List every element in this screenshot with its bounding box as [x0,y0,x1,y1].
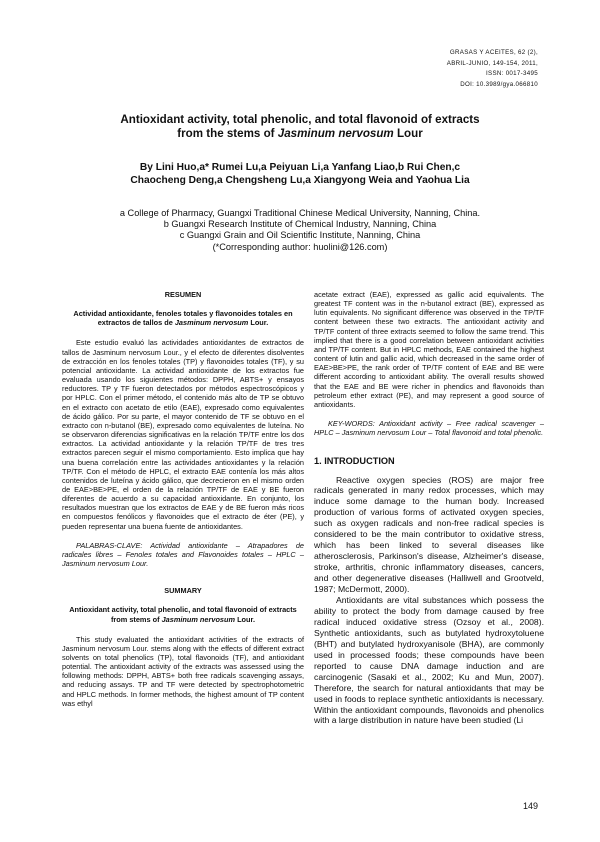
title-line-1: Antioxidant activity, total phenolic, and total flavonoid of extracts [120,113,480,126]
page-number: 149 [522,801,538,811]
summary-heading: SUMMARY [164,586,202,596]
journal-citation [447,48,538,90]
left-column [62,290,304,708]
authors-line-2: Chaocheng Deng,a Chengsheng Lu,a Xiangyong Weia and Yaohua Lia [130,175,470,186]
journal-issue: ABRIL-JUNIO, 149-154, 2011, [446,59,538,67]
introduction-paragraph-2: Antioxidants are vital substances which possess the ability to protect the body from damage caused by free radical induced oxidative stress (Ozsoy et al., 2008). Synthetic antioxidants, such as butylated hydroxytoluene (BHT) and butylated hydroxyanisole (BHA), are commonly used in processed foods; these compounds have been reported to cause DNA damage induction and are carcinogenic (Sasaki et al., 2002; Ku and Mun, 2007). Therefore, the search for natural antioxidants that may be used in foods to replace synthetic antioxidants is necessary. Within the antioxidant compounds, flavonoids and phenolics with a large distribution in nature have been studied (Li [314,594,544,726]
summary-subtitle [62,605,304,623]
summary-subtitle-text: Antioxidant activity, total phenolic, and total flavonoid of extracts from stems of [69,605,297,624]
summary-body-right: acetate extract (EAE), expressed as gallic acid equivalents. The greatest TF content was in the n-butanol extract (BE), expressed as lutin equivalents. No significant difference was observed in the TP/TF content between these two extracts. The antioxidant activity and TP/TF content of three extracts seemed to follow the same trend. This implied that there is a good correlation between antioxidant activities and TP/TF content. But in HPLC methods, EAE contained the highest content of lutin and gallic acid, which decreased in the same order of EAE>BE>PE, the rank order of TP/TF content of EAE and BE were different according to antioxidant ability. The overall results showed that the EAE and BE were richer in phendics and flavonoids than petroleum ether extract (PE), and may represent a good source of antioxidants. [314,290,544,409]
title-line-2 [60,127,540,141]
resumen-subtitle-text: Actividad antioxidante, fenoles totales y flavonoides totales en extractos de tallos de [73,309,293,328]
journal-doi: DOI: 10.3989/gya.066810 [460,80,538,88]
resumen-body: Este estudio evaluó las actividades antioxidantes de extractos de tallos de Jasminum nervosum Lour., y el efecto de diferentes disolventes de extracción en los fenoles totales (TP) y flavonoides totales (TF), y su potencial antioxidante. La actividad antioxidante de los extractos fue evaluada usando los siguientes métodos: DPPH, ABTS+ y ensayos reductores. TP y TF fueron detectados por métodos espectroscópicos y por HPLC. Con el primer método, el contenido más alto de TP se obtuvo en el extracto con acetato de etilo (EAE), expresado como equivalentes de ácido gálico. Por su parte, el mayor contenido de TF se obtuvo en el extracto con n-butanol (BE), expresado como equivalentes de luteína. No se observaron diferencias significativas en la relación TP/TF entre los dos extractos. La actividad antioxidante y la relación TP/TF de tres tres extractos parecen seguir el mismo comportamiento. Esto implica que hay una buena correlación entre las actividades antioxidantes y la relación TP/TF. Con el método de HPLC, el extracto EAE contenía los más altos contenidos de luteína y ácido gálico, que decrecieron en el mismo orden de EAE>BE>PE, el orden de la relación TP/TF de EAE y BE fueron diferentes de acuerdo a su capacidad antioxidante. En conjunto, los resultados muestran que los extractos de EAE y de BE fueron más ricos en compuestos fenólicos y flavonoides que el extracto de éter (PE), y pueden representar una buena fuente de antioxidantes. [62,338,304,531]
summary-keywords: KEY-WORDS: Antioxidant activity – Free radical scavenger – HPLC – Jasminum nervosum Lour – Total flavonoid and total phenolic. [314,419,544,438]
right-column [314,290,544,726]
affiliations [60,208,540,253]
resumen-subtitle [62,309,304,327]
title-species: Jasminum nervosum [277,127,394,140]
resumen-subtitle-end: Lour. [248,318,269,328]
summary-subtitle-species: Jasminum nervosum [161,614,236,624]
affiliation-c: c Guangxi Grain and Oil Scientific Institute, Nanning, China [179,230,421,241]
introduction-paragraph-1: Reactive oxygen species (ROS) are major free radicals generated in many redox processes, which may induce some damage to the human body. Increased production of various forms of activated oxygen species, such as oxygen radicals and non-free radical species is considered to be the main contributor to oxidative stress, which has been linked to several diseases like atherosclerosis, Parkinson's disease, Alzheimer's disease, stroke, arthritis, chronic inflammatory diseases, cancers, and other degenerative diseases (Halliwell and Grootveld, 1987; McDermott, 2000). [314,474,544,595]
journal-issn: ISSN: 0017-3495 [486,70,538,77]
summary-body-left: This study evaluated the antioxidant activities of the extracts of Jasminum nervosum Lour. stems along with the effects of different extract solvents on total phenolics (TP), total flavonoids (TF), and antioxidant potential. The antioxidant activity of the extracts was assessed using the following methods: DPPH, ABTS+ both free radicals scavenging assays, and reducing assays. TP and TF were detected by spectrophotometric and HPLC methods. In former methods, the highest amount of TP content was ethyl [62,634,304,708]
affiliation-a: a College of Pharmacy, Guangxi Traditional Chinese Medical University, Nanning, China. [119,208,481,218]
authors-line-1: By Lini Huo,a* Rumei Lu,a Peiyuan Li,a Yanfang Liao,b Rui Chen,c [139,162,461,173]
title-text: from the stems of [177,127,278,140]
author-list [60,161,540,187]
paper-title [60,113,540,141]
resumen-keywords: PALABRAS-CLAVE: Actividad antioxidante – Atrapadores de radicales libres – Fenoles totales and Flavonoides totales – HPLC – Jasminum nervosum Lour. [62,540,304,569]
introduction-body [314,475,544,727]
resumen-subtitle-species: Jasminum nervosum [174,318,249,328]
introduction-heading: 1. INTRODUCTION [314,456,395,467]
title-text-end: Lour [393,127,423,140]
resumen-heading: RESUMEN [164,290,202,299]
corresponding-author: (*Corresponding author: huolini@126.com) [212,241,388,252]
summary-subtitle-end: Lour. [235,614,256,624]
journal-name: GRASAS Y ACEITES, 62 (2), [449,49,538,56]
affiliation-b: b Guangxi Research Institute of Chemical Industry, Nanning, China [163,219,437,230]
